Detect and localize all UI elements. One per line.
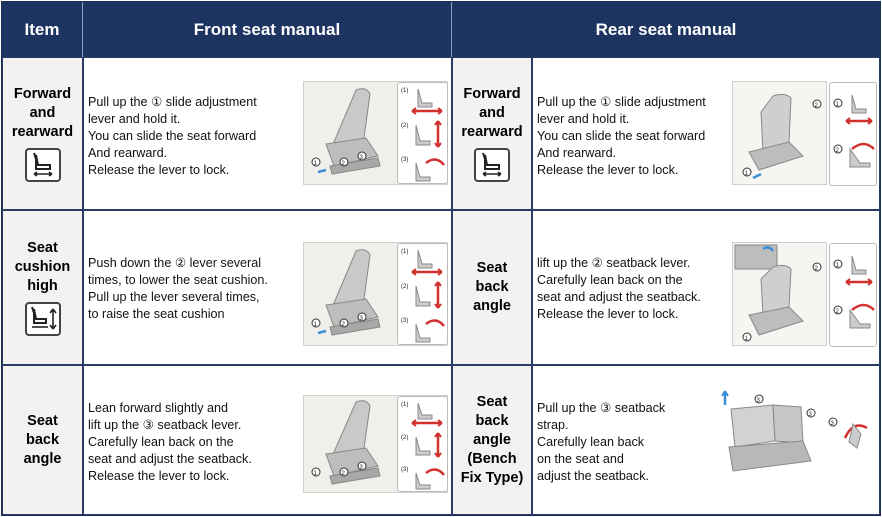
svg-text:2: 2 [814,103,818,109]
svg-text:3: 3 [808,412,812,418]
item-title-line: and [29,105,56,121]
svg-text:3: 3 [359,155,363,161]
svg-text:3: 3 [359,316,363,322]
row2-rear-desc [532,210,880,365]
svg-text:1: 1 [313,322,317,328]
svg-text:(1): (1) [401,249,409,255]
row1-rear-item [452,57,532,210]
svg-text:3: 3 [830,421,834,427]
svg-text:1: 1 [313,471,317,477]
svg-text:2: 2 [341,471,345,477]
header-front-label: Front seat manual [193,19,341,39]
seat-slide-icon [25,148,61,182]
item-title-line: Forward [13,86,72,102]
item-title-line: Seat [27,412,58,429]
row1-front-item [2,57,83,210]
item-title-line: Forward [463,86,521,102]
header-rear [452,2,880,57]
row1-front-text: Pull up the ① slide adjustment lever and hold it. You can slide the seat forward And rearward. Release the lever to lock. [88,95,257,177]
row1-rear-text: Pull up the ① slide adjustment lever and hold it. You can slide the seat forward And rearward. Release the lever to lock. [537,95,706,177]
item-title-line: and [479,105,505,121]
item-title-line: high [27,278,58,294]
front-step-panel [397,243,448,345]
svg-text:2: 2 [835,309,839,315]
svg-text:2: 2 [814,266,818,272]
rear-step-panel [827,388,877,488]
row3-front-item [2,365,83,515]
row1-rear-desc [532,57,880,210]
svg-text:(3): (3) [401,467,409,473]
header-rear-label: Rear seat manual [595,19,737,39]
svg-text:2: 2 [341,322,345,328]
rear-seat-slide-illustration [732,81,827,185]
row2-rear-text: lift up the ② seatback lever. Carefully lean back on the seat and adjust the seatback. Release the lever to lock. [537,256,701,321]
rear-bench-illustration [711,385,819,483]
svg-text:1: 1 [835,102,839,108]
seat-manual-table [1,1,881,516]
item-title-line: angle [23,450,62,467]
svg-text:3: 3 [359,465,363,471]
row3-front-text: Lean forward slightly and lift up the ③ seatback lever. Carefully lean back on the seat and adjust the seatback. Release the lever to lock. [88,401,252,483]
row2-rear-item [452,210,532,365]
row3-front-desc [83,365,452,515]
item-title-line: Seat [476,393,508,410]
item-title-line: back [475,279,509,295]
svg-text:1: 1 [835,263,839,269]
header-front [83,2,452,57]
svg-text:1: 1 [744,171,748,177]
row2-front-text: Push down the ② lever several times, to lower the seat cushion. Pull up the lever several times, to raise the seat cushion [88,256,268,321]
svg-text:2: 2 [341,161,345,167]
svg-text:1: 1 [744,336,748,342]
svg-text:2: 2 [835,148,839,154]
item-title-line: back [25,431,60,448]
item-title-line: cushion [14,259,71,275]
item-title-line: (Bench [467,450,517,467]
svg-text:(1): (1) [401,88,409,94]
item-title-line: back [475,412,509,429]
item-title-line: rearward [11,124,74,140]
item-title-line: angle [473,298,511,314]
item-title-line: rearward [461,124,523,140]
svg-text:(1): (1) [401,402,409,408]
item-title-line: angle [473,431,511,448]
row2-front-item [2,210,83,365]
header-item [2,2,83,57]
callout-1-text: 1 [313,161,317,167]
item-title-line: Seat [476,260,508,276]
header-item-label: Item [24,19,60,39]
svg-text:(3): (3) [401,318,409,324]
rear-step-panel [829,82,877,186]
front-step-panel [397,396,448,492]
seat-slide-icon [474,148,510,182]
svg-text:(3): (3) [401,157,409,163]
svg-text:(2): (2) [401,123,409,129]
seat-height-icon [25,302,61,336]
row3-rear-desc [532,365,880,515]
svg-text:(2): (2) [401,284,409,290]
rear-step-panel [829,243,877,347]
row1-front-desc [83,57,452,210]
row2-front-desc [83,210,452,365]
rear-seatback-illustration [732,242,827,346]
front-step-panel [397,82,448,184]
svg-text:3: 3 [756,398,760,404]
item-title-line: Fix Type) [460,469,524,486]
svg-text:(2): (2) [401,435,409,441]
row3-rear-text: Pull up the ③ seatback strap. Carefully lean back on the seat and adjust the seatback. [537,401,666,483]
item-title-line: Seat [27,240,58,256]
row3-rear-item [452,365,532,515]
